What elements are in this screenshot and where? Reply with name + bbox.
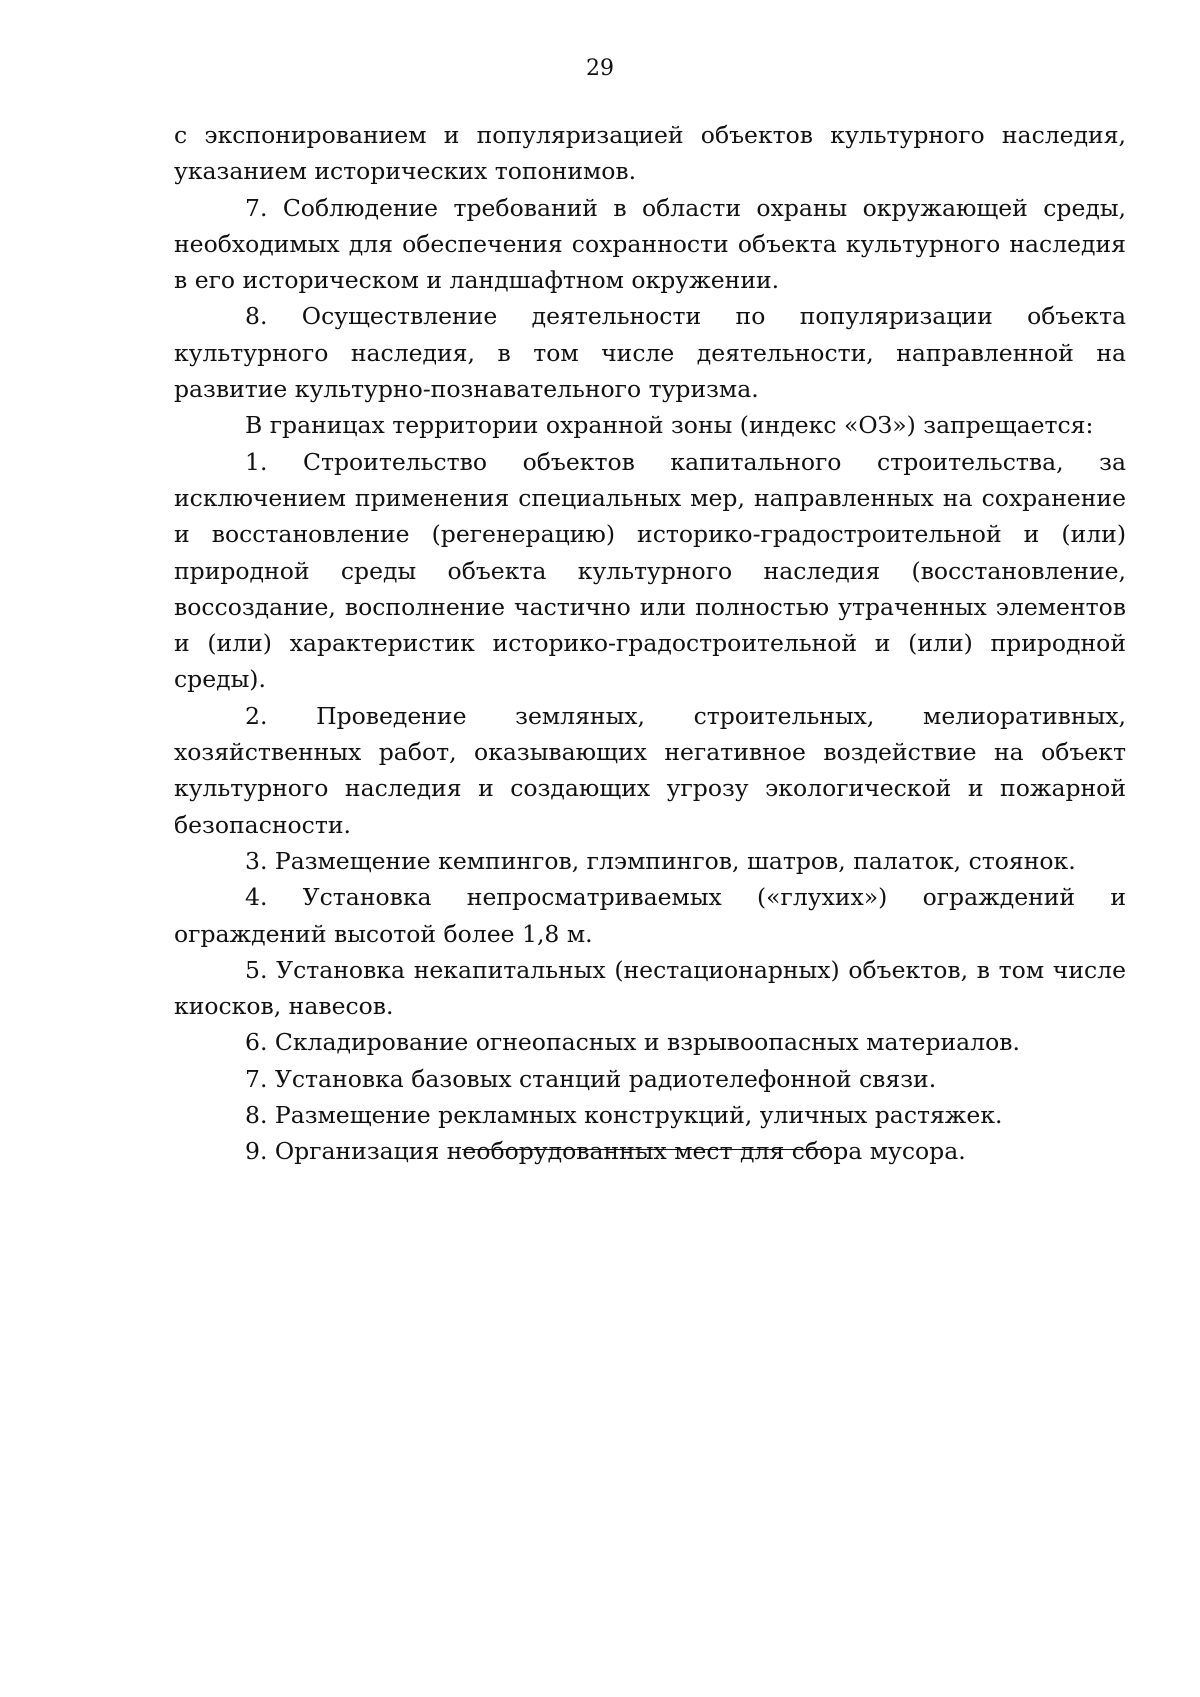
paragraph-item-7-environment: 7. Соблюдение требований в области охраны окружающей среды, необходимых для обеспечения сохранности объекта культурного наследия в его историческом и ландшафтном окружении. [174, 193, 1126, 295]
paragraph-prohibition-5: 5. Установка некапитальных (нестационарных) объектов, в том числе киосков, навесов. [174, 955, 1126, 1021]
paragraph-prohibition-8: 8. Размещение рекламных конструкций, уличных растяжек. [245, 1101, 1003, 1130]
paragraph-prohibition-2: 2. Проведение земляных, строительных, мелиоративных, хозяйственных работ, оказывающих негативное воздействие на объект культурного наследия и создающих угрозу экологической и пожарной безопасности. [174, 701, 1126, 839]
paragraph-prohibition-7: 7. Установка базовых станций радиотелефонной связи. [245, 1064, 937, 1093]
paragraph-prohibition-9: 9. Организация необорудованных мест для сбора мусора. [245, 1137, 966, 1166]
paragraph-prohibition-1: 1. Строительство объектов капитального строительства, за исключением применения специальных мер, направленных на сохранение и восстановление (регенерацию) историко-градостроительной и (или) природной среды объекта культурного наследия (восстановление, воссоздание, восполнение частично или полностью утраченных элементов и (или) характеристик историко-градостроительной и (или) природной среды). [174, 447, 1126, 694]
paragraph-continuation: с экспонированием и популяризацией объектов культурного наследия, указанием исторических топонимов. [174, 121, 1126, 186]
end-of-document-rule [462, 1149, 831, 1150]
paragraph-prohibition-6: 6. Складирование огнеопасных и взрывоопасных материалов. [245, 1028, 1020, 1057]
document-body [174, 117, 1126, 1170]
paragraph-item-8-popularization: 8. Осуществление деятельности по популяризации объекта культурного наследия, в том числе деятельности, направленной на развитие культурно-познавательного туризма. [174, 302, 1126, 404]
paragraph-prohibition-4: 4. Установка непросматриваемых («глухих») ограждений и ограждений высотой более 1,8 м. [174, 883, 1126, 948]
paragraph-prohibition-3: 3. Размещение кемпингов, глэмпингов, шатров, палаток, стоянок. [245, 846, 1076, 875]
paragraph-oz-zone-heading: В границах территории охранной зоны (индекс «ОЗ») запрещается: [245, 411, 1094, 440]
page-number: 29 [586, 56, 614, 81]
